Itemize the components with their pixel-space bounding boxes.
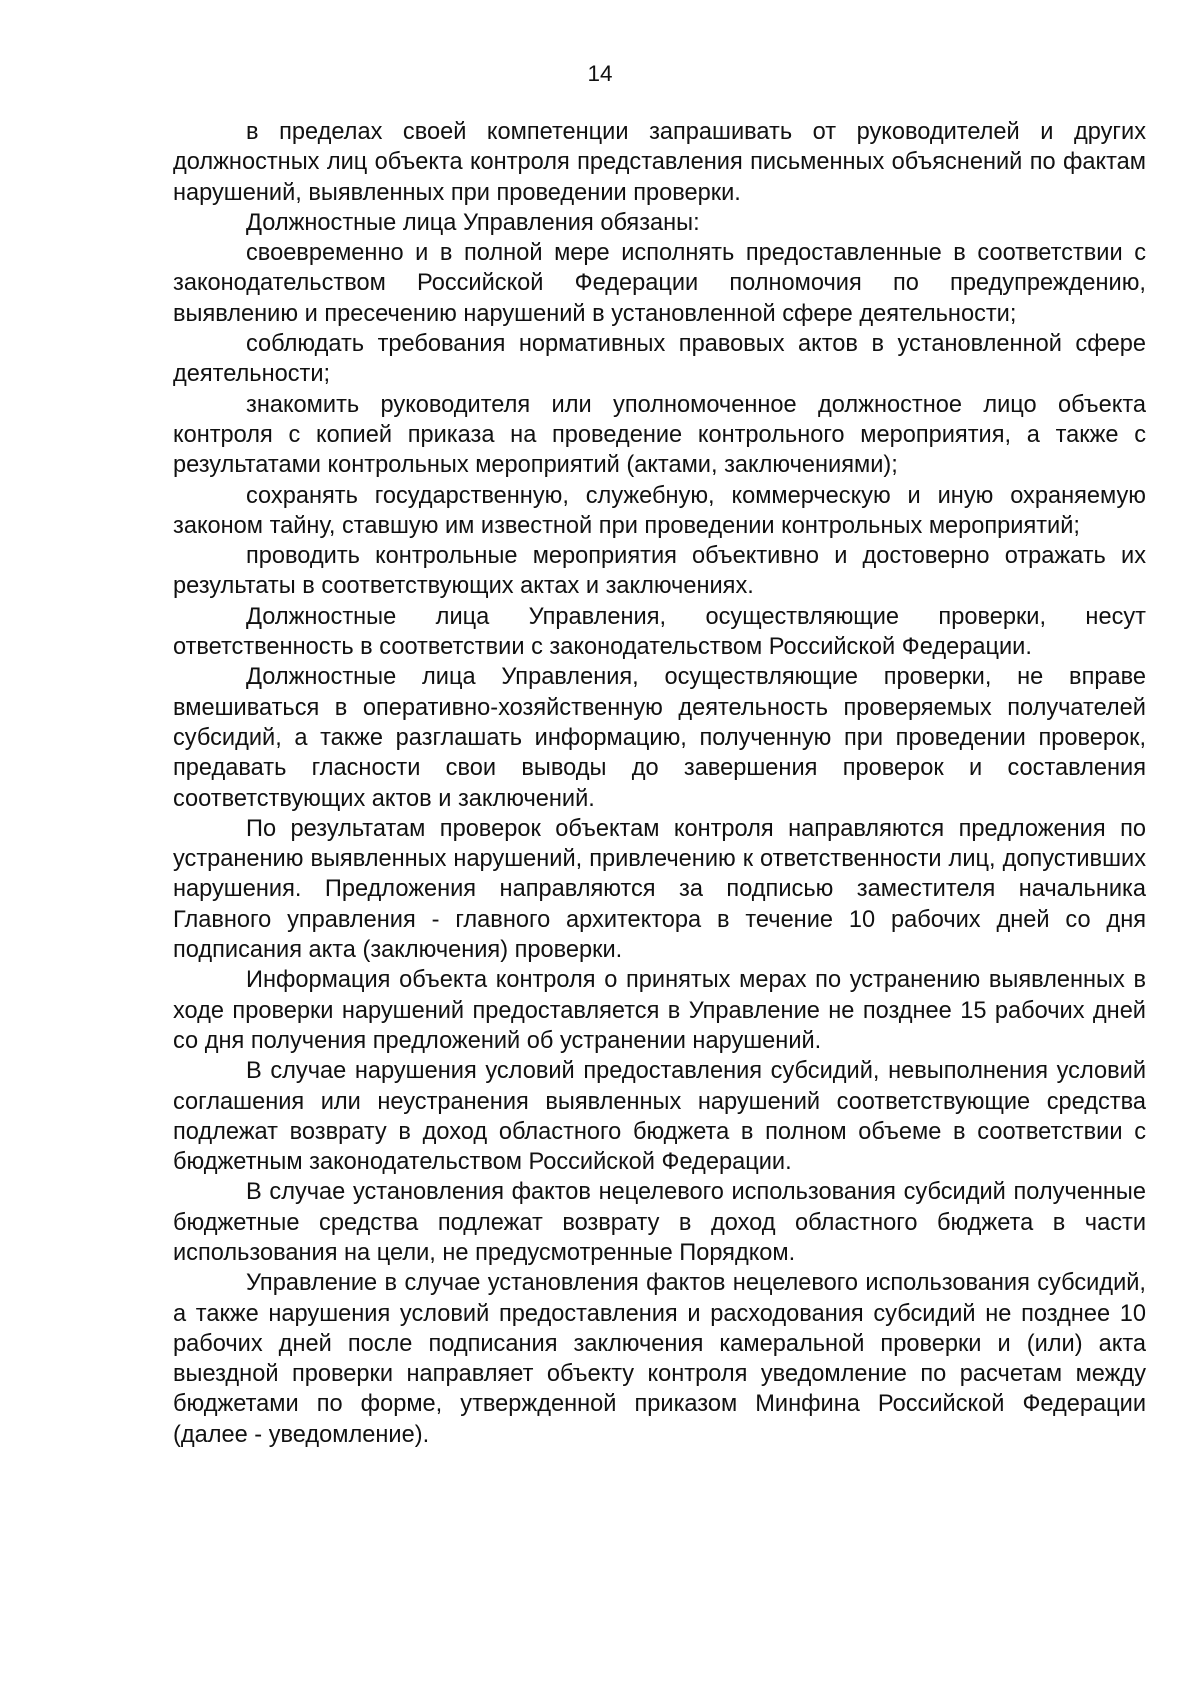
paragraph-violation-refund: В случае нарушения условий предоставления субсидий, невыполнения условий соглашения или неустранения выявленных нарушений соответствующие средства подлежат возврату в доход областного бюджета в полном объеме в соответствии с бюджетным законодательством Российской Федерации. (173, 1058, 1146, 1176)
paragraph-measures-info: Информация объекта контроля о принятых мерах по устранению выявленных в ходе проверки нарушений предоставляется в Управление не позднее 15 рабочих дней со дня получения предложений об устранении нарушений. (173, 967, 1146, 1054)
paragraph-conduct-objectively: проводить контрольные мероприятия объективно и достоверно отражать их результаты в соответствующих актах и заключениях. (173, 543, 1146, 600)
paragraph-notification: Управление в случае установления фактов нецелевого использования субсидий, а также нарушения условий предоставления и расходования субсидий не позднее 10 рабочих дней после подписания заключения камеральной проверки и (или) акта выездной проверки направляет объекту контроля уведомление по расчетам между бюджетами по форме, утвержденной приказом Минфина Российской Федерации (далее - уведомление). (173, 1270, 1146, 1448)
paragraph-comply-requirements: соблюдать требования нормативных правовых актов в установленной сфере деятельности; (173, 331, 1146, 388)
paragraph-no-interference: Должностные лица Управления, осуществляющие проверки, не вправе вмешиваться в оперативно-хозяйственную деятельность проверяемых получателей субсидий, а также разглашать информацию, полученную при проведении проверок, предавать гласности свои выводы до завершения проверок и составления соответствующих актов и заключений. (173, 664, 1146, 812)
paragraph-exercise-powers: своевременно и в полной мере исполнять предоставленные в соответствии с законодательством Российской Федерации полномочия по предупреждению, выявлению и пресечению нарушений в установленной сфере деятельности; (173, 240, 1146, 327)
paragraph-inspection-results: По результатам проверок объектам контроля направляются предложения по устранению выявленных нарушений, привлечению к ответственности лиц, допустивших нарушения. Предложения направляются за подписью заместителя начальника Главного управления - главного архитектора в течение 10 рабочих дней со дня подписания акта (заключения) проверки. (173, 815, 1146, 964)
paragraph-officials-obliged: Должностные лица Управления обязаны: (246, 209, 700, 236)
paragraph-misuse-refund: В случае установления фактов нецелевого использования субсидий полученные бюджетные средства подлежат возврату в доход областного бюджета в части использования на цели, не предусмотренные Порядком. (173, 1179, 1146, 1266)
page-number: 14 (587, 61, 613, 86)
paragraph-acquaint-head: знакомить руководителя или уполномоченное должностное лицо объекта контроля с копией приказа на проведение контрольного мероприятия, а также с результатами контрольных мероприятий (актами, заключениями); (173, 391, 1146, 479)
paragraph-keep-secrets: сохранять государственную, служебную, коммерческую и иную охраняемую законом тайну, ставшую им известной при проведении контрольных мероприятий; (173, 482, 1146, 539)
paragraph-request-explanations: в пределах своей компетенции запрашивать от руководителей и других должностных лиц объекта контроля представления письменных объяснений по фактам нарушений, выявленных при проведении проверки. (173, 119, 1146, 206)
document-body (173, 117, 1146, 1450)
paragraph-responsibility: Должностные лица Управления, осуществляющие проверки, несут ответственность в соответствии с законодательством Российской Федерации. (173, 603, 1146, 661)
